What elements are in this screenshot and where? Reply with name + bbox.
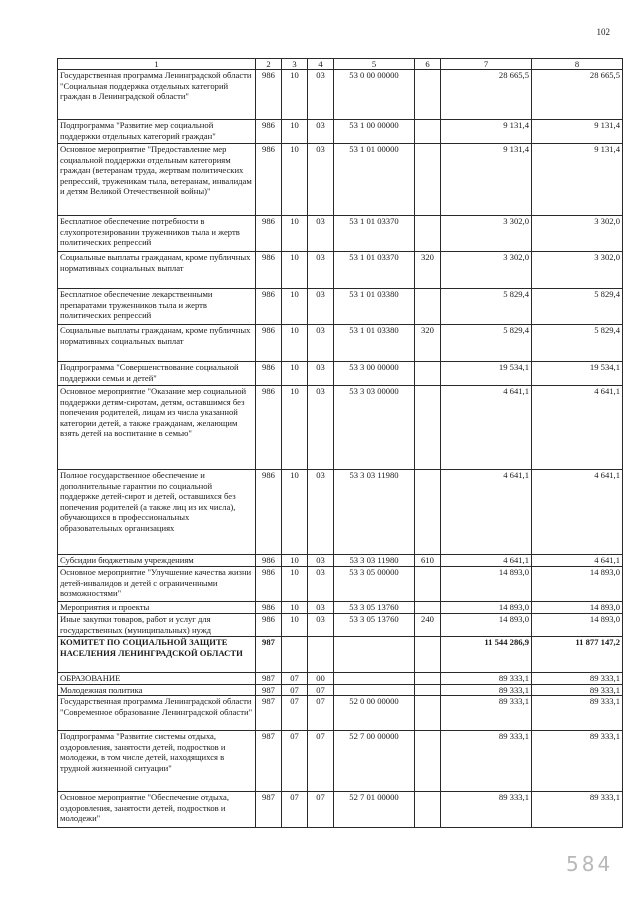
cell-ved: 987 xyxy=(256,637,282,673)
table-row xyxy=(58,567,623,602)
table-row xyxy=(58,325,623,362)
cell-vr: 610 xyxy=(415,555,441,567)
cell-rz: 10 xyxy=(282,555,308,567)
cell-value-1: 3 302,0 xyxy=(441,252,532,289)
cell-value-1: 89 333,1 xyxy=(441,684,532,696)
cell-rz: 10 xyxy=(282,602,308,614)
cell-pr: 07 xyxy=(308,792,334,828)
cell-ved: 986 xyxy=(256,386,282,470)
cell-value-2: 9 131,4 xyxy=(532,120,623,144)
table-row xyxy=(58,216,623,252)
cell-rz: 10 xyxy=(282,567,308,602)
cell-ved: 986 xyxy=(256,614,282,637)
cell-value-2: 14 893,0 xyxy=(532,602,623,614)
table-row xyxy=(58,673,623,685)
cell-csr: 52 7 01 00000 xyxy=(334,792,415,828)
row-name: Мероприятия и проекты xyxy=(58,602,256,614)
cell-value-1: 5 829,4 xyxy=(441,325,532,362)
cell-value-2: 9 131,4 xyxy=(532,144,623,216)
table-row xyxy=(58,120,623,144)
cell-value-1: 89 333,1 xyxy=(441,673,532,685)
table-row xyxy=(58,602,623,614)
cell-value-1: 19 534,1 xyxy=(441,362,532,386)
cell-value-2: 89 333,1 xyxy=(532,792,623,828)
cell-rz: 10 xyxy=(282,325,308,362)
row-name: Подпрограмма "Развитие системы отдыха, оздоровления, занятости детей, подростков и молодежи, в том числе детей, находящихся в трудной жизненной ситуации" xyxy=(58,731,256,792)
header-row xyxy=(58,59,623,70)
cell-csr: 53 1 01 03380 xyxy=(334,289,415,325)
cell-ved: 987 xyxy=(256,731,282,792)
cell-pr: 07 xyxy=(308,684,334,696)
table-row xyxy=(58,144,623,216)
cell-value-2: 4 641,1 xyxy=(532,470,623,555)
cell-ved: 986 xyxy=(256,216,282,252)
cell-ved: 987 xyxy=(256,696,282,731)
cell-vr xyxy=(415,731,441,792)
cell-ved: 986 xyxy=(256,289,282,325)
cell-csr xyxy=(334,637,415,673)
cell-value-2: 4 641,1 xyxy=(532,386,623,470)
col-header: 6 xyxy=(415,59,441,70)
table-row xyxy=(58,731,623,792)
cell-value-2: 3 302,0 xyxy=(532,216,623,252)
cell-csr: 53 3 03 00000 xyxy=(334,386,415,470)
cell-pr: 03 xyxy=(308,614,334,637)
col-header: 5 xyxy=(334,59,415,70)
cell-csr: 52 0 00 00000 xyxy=(334,696,415,731)
cell-csr: 52 7 00 00000 xyxy=(334,731,415,792)
cell-pr: 03 xyxy=(308,362,334,386)
cell-csr: 53 3 03 11980 xyxy=(334,470,415,555)
cell-rz xyxy=(282,637,308,673)
cell-ved: 986 xyxy=(256,567,282,602)
cell-value-1: 28 665,5 xyxy=(441,70,532,120)
row-name: Бесплатное обеспечение потребности в слухопротезировании труженников тыла и жертв политических репрессий xyxy=(58,216,256,252)
table-row xyxy=(58,614,623,637)
cell-vr xyxy=(415,386,441,470)
cell-value-1: 89 333,1 xyxy=(441,696,532,731)
row-name: Субсидии бюджетным учреждениям xyxy=(58,555,256,567)
cell-csr: 53 1 00 00000 xyxy=(334,120,415,144)
cell-value-1: 89 333,1 xyxy=(441,731,532,792)
cell-value-1: 14 893,0 xyxy=(441,614,532,637)
cell-csr: 53 3 05 13760 xyxy=(334,614,415,637)
row-name: Бесплатное обеспечение лекарственными препаратами труженников тыла и жертв политических репрессий xyxy=(58,289,256,325)
cell-vr xyxy=(415,637,441,673)
cell-ved: 986 xyxy=(256,144,282,216)
cell-rz: 10 xyxy=(282,614,308,637)
cell-ved: 987 xyxy=(256,684,282,696)
cell-value-2: 89 333,1 xyxy=(532,673,623,685)
cell-pr: 03 xyxy=(308,325,334,362)
cell-pr: 03 xyxy=(308,120,334,144)
cell-ved: 986 xyxy=(256,120,282,144)
cell-csr xyxy=(334,673,415,685)
cell-value-2: 5 829,4 xyxy=(532,289,623,325)
table-row xyxy=(58,792,623,828)
cell-vr xyxy=(415,696,441,731)
col-header: 4 xyxy=(308,59,334,70)
col-header: 3 xyxy=(282,59,308,70)
table-row xyxy=(58,70,623,120)
cell-csr: 53 3 05 13760 xyxy=(334,602,415,614)
row-name: Социальные выплаты гражданам, кроме публичных нормативных социальных выплат xyxy=(58,252,256,289)
row-name: ОБРАЗОВАНИЕ xyxy=(58,673,256,685)
cell-vr xyxy=(415,362,441,386)
cell-value-2: 11 877 147,2 xyxy=(532,637,623,673)
cell-pr: 00 xyxy=(308,673,334,685)
cell-csr: 53 1 01 00000 xyxy=(334,144,415,216)
cell-csr: 53 1 01 03380 xyxy=(334,325,415,362)
row-name: Иные закупки товаров, работ и услуг для государственных (муниципальных) нужд xyxy=(58,614,256,637)
cell-ved: 986 xyxy=(256,362,282,386)
cell-value-1: 9 131,4 xyxy=(441,144,532,216)
col-header: 1 xyxy=(58,59,256,70)
cell-value-2: 4 641,1 xyxy=(532,555,623,567)
cell-rz: 07 xyxy=(282,684,308,696)
col-header: 7 xyxy=(441,59,532,70)
cell-ved: 986 xyxy=(256,602,282,614)
cell-value-1: 3 302,0 xyxy=(441,216,532,252)
cell-value-2: 14 893,0 xyxy=(532,567,623,602)
cell-csr: 53 1 01 03370 xyxy=(334,252,415,289)
table-row xyxy=(58,362,623,386)
cell-csr xyxy=(334,684,415,696)
page-number: 102 xyxy=(596,27,610,37)
cell-value-2: 28 665,5 xyxy=(532,70,623,120)
cell-ved: 987 xyxy=(256,673,282,685)
cell-vr xyxy=(415,567,441,602)
table-row xyxy=(58,696,623,731)
cell-ved: 987 xyxy=(256,792,282,828)
cell-rz: 10 xyxy=(282,216,308,252)
row-name: Основное мероприятие "Улучшение качества жизни детей-инвалидов и детей с ограниченными возможностями" xyxy=(58,567,256,602)
cell-vr xyxy=(415,673,441,685)
cell-ved: 986 xyxy=(256,470,282,555)
cell-rz: 07 xyxy=(282,673,308,685)
cell-vr xyxy=(415,120,441,144)
page-stamp: 584 xyxy=(566,852,614,876)
cell-rz: 10 xyxy=(282,70,308,120)
cell-pr: 03 xyxy=(308,555,334,567)
row-name: Социальные выплаты гражданам, кроме публичных нормативных социальных выплат xyxy=(58,325,256,362)
cell-ved: 986 xyxy=(256,325,282,362)
row-name: Основное мероприятие "Предоставление мер социальной поддержки отдельным категориям граждан (ветеранам труда, жертвам политических репрессий, труженикам тыла, ветеранам, инвалидам и детям Великой Отечественной войны)" xyxy=(58,144,256,216)
cell-csr: 53 3 05 00000 xyxy=(334,567,415,602)
cell-rz: 10 xyxy=(282,289,308,325)
cell-pr xyxy=(308,637,334,673)
cell-rz: 10 xyxy=(282,252,308,289)
cell-vr: 320 xyxy=(415,252,441,289)
table-row xyxy=(58,637,623,673)
table-row xyxy=(58,684,623,696)
cell-value-2: 14 893,0 xyxy=(532,614,623,637)
cell-pr: 07 xyxy=(308,731,334,792)
cell-rz: 10 xyxy=(282,362,308,386)
table-row xyxy=(58,252,623,289)
cell-pr: 03 xyxy=(308,602,334,614)
row-name: Основное мероприятие "Обеспечение отдыха, оздоровления, занятости детей, подростков и молодежи" xyxy=(58,792,256,828)
cell-pr: 07 xyxy=(308,696,334,731)
cell-vr xyxy=(415,602,441,614)
row-name: Молодежная политика xyxy=(58,684,256,696)
cell-ved: 986 xyxy=(256,555,282,567)
cell-value-1: 4 641,1 xyxy=(441,386,532,470)
cell-value-1: 5 829,4 xyxy=(441,289,532,325)
cell-vr xyxy=(415,70,441,120)
cell-ved: 986 xyxy=(256,70,282,120)
col-header: 2 xyxy=(256,59,282,70)
cell-vr: 240 xyxy=(415,614,441,637)
cell-value-1: 4 641,1 xyxy=(441,555,532,567)
cell-value-1: 9 131,4 xyxy=(441,120,532,144)
cell-value-1: 11 544 286,9 xyxy=(441,637,532,673)
budget-table xyxy=(57,58,623,828)
cell-value-1: 89 333,1 xyxy=(441,792,532,828)
table-row xyxy=(58,289,623,325)
cell-value-1: 14 893,0 xyxy=(441,602,532,614)
table-row xyxy=(58,470,623,555)
cell-rz: 10 xyxy=(282,144,308,216)
cell-pr: 03 xyxy=(308,70,334,120)
cell-value-2: 19 534,1 xyxy=(532,362,623,386)
cell-ved: 986 xyxy=(256,252,282,289)
cell-rz: 10 xyxy=(282,120,308,144)
cell-vr: 320 xyxy=(415,325,441,362)
cell-vr xyxy=(415,684,441,696)
cell-csr: 53 3 03 11980 xyxy=(334,555,415,567)
cell-value-1: 4 641,1 xyxy=(441,470,532,555)
cell-pr: 03 xyxy=(308,252,334,289)
cell-pr: 03 xyxy=(308,567,334,602)
col-header: 8 xyxy=(532,59,623,70)
cell-pr: 03 xyxy=(308,470,334,555)
cell-rz: 10 xyxy=(282,470,308,555)
cell-vr xyxy=(415,792,441,828)
table-row xyxy=(58,555,623,567)
row-name: Подпрограмма "Развитие мер социальной поддержки отдельных категорий граждан" xyxy=(58,120,256,144)
cell-csr: 53 1 01 03370 xyxy=(334,216,415,252)
cell-pr: 03 xyxy=(308,144,334,216)
cell-vr xyxy=(415,216,441,252)
cell-rz: 07 xyxy=(282,696,308,731)
cell-rz: 10 xyxy=(282,386,308,470)
row-name: Государственная программа Ленинградской области "Социальная поддержка отдельных категорий граждан в Ленинградской области" xyxy=(58,70,256,120)
cell-value-2: 89 333,1 xyxy=(532,684,623,696)
cell-pr: 03 xyxy=(308,216,334,252)
cell-vr xyxy=(415,144,441,216)
table-row xyxy=(58,386,623,470)
row-name: Подпрограмма "Совершенствование социальной поддержки семьи и детей" xyxy=(58,362,256,386)
cell-pr: 03 xyxy=(308,289,334,325)
cell-value-2: 3 302,0 xyxy=(532,252,623,289)
row-name: КОМИТЕТ ПО СОЦИАЛЬНОЙ ЗАЩИТЕ НАСЕЛЕНИЯ ЛЕНИНГРАДСКОЙ ОБЛАСТИ xyxy=(58,637,256,673)
cell-value-2: 89 333,1 xyxy=(532,696,623,731)
cell-value-2: 5 829,4 xyxy=(532,325,623,362)
cell-vr xyxy=(415,470,441,555)
cell-pr: 03 xyxy=(308,386,334,470)
cell-rz: 07 xyxy=(282,731,308,792)
cell-value-1: 14 893,0 xyxy=(441,567,532,602)
cell-rz: 07 xyxy=(282,792,308,828)
row-name: Полное государственное обеспечение и дополнительные гарантии по социальной поддержке детей-сирот и детей, оставшихся без попечения родителей (а также лиц из их числа), обучающихся в профессиональных образовательных организациях xyxy=(58,470,256,555)
cell-vr xyxy=(415,289,441,325)
row-name: Государственная программа Ленинградской области "Современное образование Ленинградской области" xyxy=(58,696,256,731)
cell-csr: 53 3 00 00000 xyxy=(334,362,415,386)
row-name: Основное мероприятие "Оказание мер социальной поддержки детям-сиротам, детям, оставшимся без попечения родителей, лицам из числа указанной категории детей, а также гражданам, желающим взять детей на воспитание в семью" xyxy=(58,386,256,470)
cell-csr: 53 0 00 00000 xyxy=(334,70,415,120)
cell-value-2: 89 333,1 xyxy=(532,731,623,792)
